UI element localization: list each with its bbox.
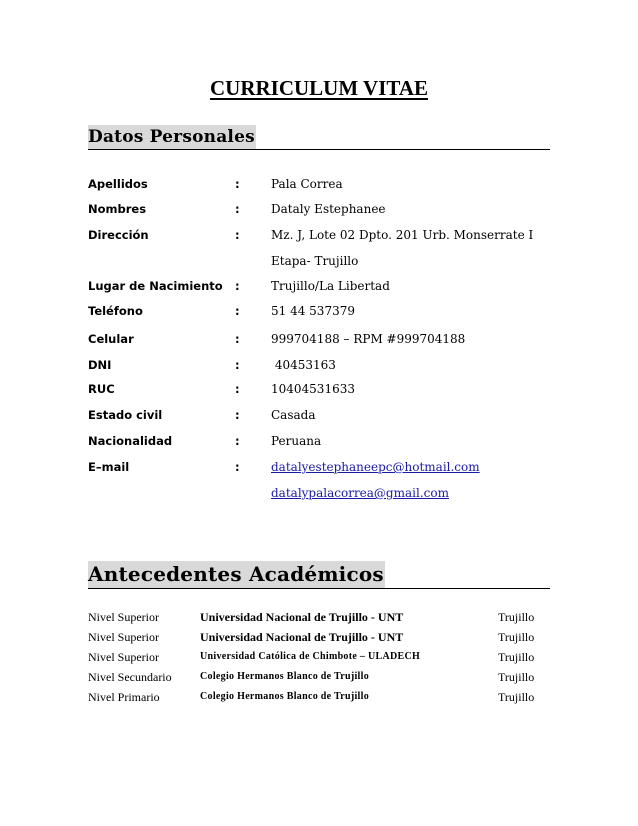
field-label: DNI: [88, 358, 112, 372]
document-title: CURRICULUM VITAE: [210, 76, 428, 100]
personal-row-nacionalidad: [88, 432, 550, 450]
academic-city: Trujillo: [498, 690, 535, 704]
academic-city: Trujillo: [498, 670, 535, 684]
personal-row-apellidos: [88, 175, 550, 193]
personal-row-estado-civil: [88, 406, 550, 424]
field-colon: :: [235, 279, 240, 293]
section-heading-personal: [88, 125, 550, 150]
academic-institution: Colegio Hermanos Blanco de Trujillo: [200, 671, 370, 682]
field-label: Nombres: [88, 202, 147, 216]
personal-row-direccion: [88, 226, 550, 244]
field-label: Estado civil: [88, 408, 163, 422]
field-colon: :: [235, 408, 240, 422]
personal-row-email: [88, 458, 550, 476]
field-colon: :: [235, 304, 240, 318]
field-colon: :: [235, 177, 240, 191]
field-label: Apellidos: [88, 177, 148, 191]
field-colon: :: [235, 460, 240, 474]
field-label: Dirección: [88, 228, 149, 242]
field-value: Casada: [271, 408, 316, 422]
personal-row-celular: [88, 330, 550, 348]
field-label: Teléfono: [88, 304, 143, 318]
field-colon: :: [235, 358, 240, 372]
field-label: Celular: [88, 332, 134, 346]
academic-institution: Universidad Católica de Chimbote – ULADECH: [200, 651, 421, 662]
section-heading-academic-text: Antecedentes Académicos: [88, 562, 384, 586]
academic-level: Nivel Superior: [88, 610, 159, 624]
personal-row-telefono: [88, 302, 550, 320]
personal-row-nombres: [88, 200, 550, 218]
field-label: Lugar de Nacimiento: [88, 279, 223, 293]
academic-level: Nivel Secundario: [88, 670, 172, 684]
field-value: 40453163: [271, 358, 336, 372]
field-colon: :: [235, 202, 240, 216]
field-colon: :: [235, 434, 240, 448]
email-link-hotmail[interactable]: datalyestephaneepc@hotmail.com: [271, 460, 480, 474]
academic-city: Trujillo: [498, 630, 535, 644]
field-value: Peruana: [271, 434, 322, 448]
field-value: 10404531633: [271, 382, 355, 396]
academic-city: Trujillo: [498, 650, 535, 664]
academic-row: [88, 689, 550, 705]
personal-row-ruc: [88, 380, 550, 398]
personal-row-direccion-cont: [88, 252, 550, 270]
personal-row-email-2: [88, 484, 550, 502]
field-label: E–mail: [88, 460, 130, 474]
personal-row-nacimiento: [88, 277, 550, 295]
field-value: 999704188 – RPM #999704188: [271, 332, 466, 346]
field-colon: :: [235, 332, 240, 346]
section-heading-personal-text: Datos Personales: [88, 127, 255, 147]
academic-row: [88, 629, 550, 645]
section-heading-academic: [88, 561, 550, 589]
academic-row: [88, 649, 550, 665]
academic-institution: Universidad Nacional de Trujillo - UNT: [200, 610, 404, 624]
academic-level: Nivel Primario: [88, 690, 160, 704]
field-value: Dataly Estephanee: [271, 202, 386, 216]
field-value: Mz. J, Lote 02 Dpto. 201 Urb. Monserrate I: [271, 228, 534, 242]
academic-institution: Universidad Nacional de Trujillo - UNT: [200, 630, 404, 644]
field-colon: :: [235, 228, 240, 242]
field-label: Nacionalidad: [88, 434, 173, 448]
academic-level: Nivel Superior: [88, 630, 159, 644]
academic-level: Nivel Superior: [88, 650, 159, 664]
academic-city: Trujillo: [498, 610, 535, 624]
field-label: RUC: [88, 382, 115, 396]
email-link-gmail[interactable]: datalypalacorrea@gmail.com: [271, 486, 449, 500]
field-value: Trujillo/La Libertad: [271, 279, 390, 293]
academic-institution: Colegio Hermanos Blanco de Trujillo: [200, 691, 370, 702]
field-value: 51 44 537379: [271, 304, 355, 318]
field-colon: :: [235, 382, 240, 396]
field-value: Etapa- Trujillo: [271, 254, 359, 268]
academic-row: [88, 609, 550, 625]
field-value: Pala Correa: [271, 177, 343, 191]
academic-row: [88, 669, 550, 685]
personal-row-dni: [88, 356, 550, 374]
